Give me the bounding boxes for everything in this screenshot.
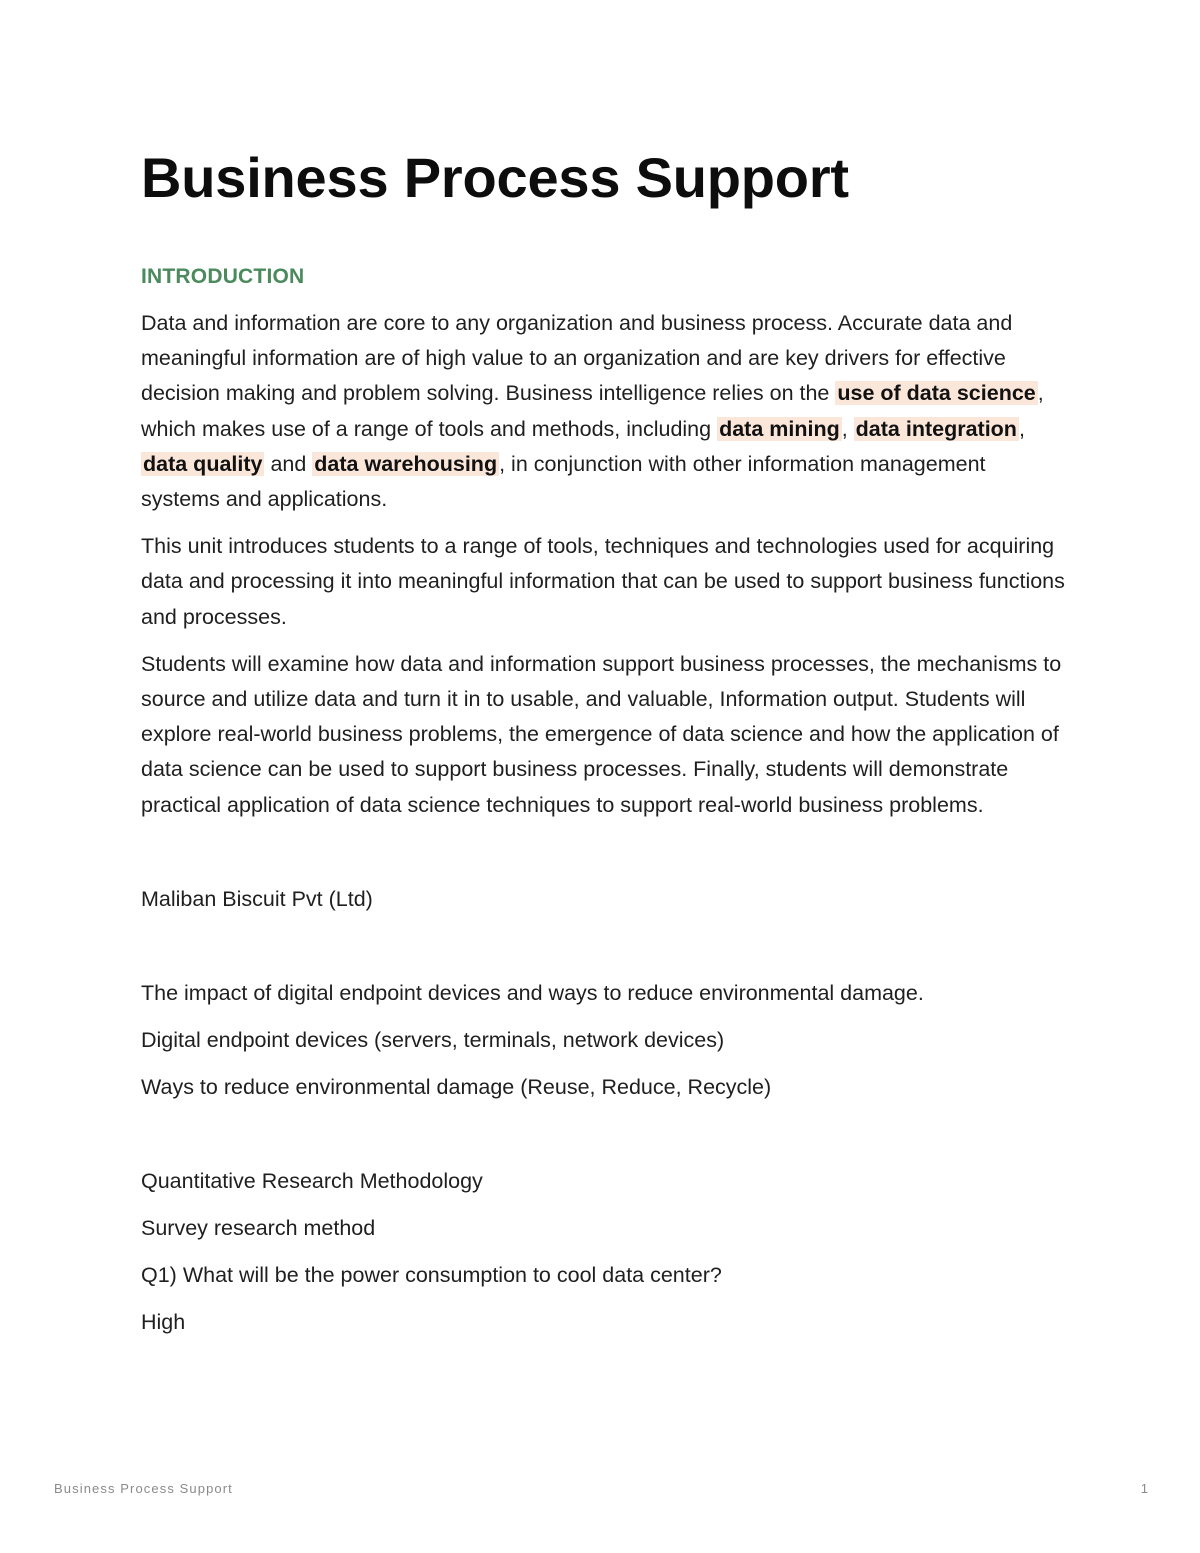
intro-text-3: , xyxy=(841,416,854,441)
intro-text-1: Data and information are core to any organization and business process. Accurate data and meaningful information are of high value to an organization and are key drivers for effective decision making and problem solving. Business intelligence relies on the xyxy=(141,311,1013,406)
highlight-use-of-data-science: use of data science xyxy=(837,381,1036,406)
footer-page-number: 1 xyxy=(1140,1481,1148,1496)
endpoint-devices-line: Digital endpoint devices (servers, terminals, network devices) xyxy=(141,1027,725,1052)
intro-text-5: and xyxy=(264,451,313,476)
highlight-data-integration: data integration xyxy=(855,416,1017,441)
methodology-line: Quantitative Research Methodology xyxy=(141,1168,483,1193)
section-heading-introduction: INTRODUCTION xyxy=(141,265,305,288)
intro-paragraph xyxy=(141,306,1066,517)
impact-title: The impact of digital endpoint devices and ways to reduce environmental damage. xyxy=(141,980,924,1005)
intro-text-4: , xyxy=(1018,416,1025,441)
reduce-ways-line: Ways to reduce environmental damage (Reuse, Reduce, Recycle) xyxy=(141,1074,772,1099)
company-name: Maliban Biscuit Pvt (Ltd) xyxy=(141,886,373,911)
highlight-data-warehousing: data warehousing xyxy=(314,451,498,476)
page-content xyxy=(141,140,1066,1340)
students-paragraph: Students will examine how data and information support business processes, the mechanisms to source and utilize data and turn it in to usable, and valuable, Information output. Students will explore real-world business problems, the emergence of data science and how the application of data science can be used to support business processes. Finally, students will demonstrate practical application of data science techniques to support real-world business problems. xyxy=(141,651,1062,817)
footer-document-title: Business Process Support xyxy=(54,1481,233,1496)
question-1: Q1) What will be the power consumption to cool data center? xyxy=(141,1262,722,1287)
method-line: Survey research method xyxy=(141,1215,376,1240)
intro-text-2: , which makes use of a range of tools and methods, including xyxy=(141,381,1044,441)
intro-text-6: , in conjunction with other information management systems and applications. xyxy=(141,451,986,512)
answer-1: High xyxy=(141,1309,186,1334)
page-title: Business Process Support xyxy=(141,146,849,209)
highlight-data-quality: data quality xyxy=(143,451,263,476)
unit-description-paragraph: This unit introduces students to a range of tools, techniques and technologies used for acquiring data and processing it into meaningful information that can be used to support business functions and processes. xyxy=(141,534,1065,629)
highlight-data-mining: data mining xyxy=(719,416,840,441)
